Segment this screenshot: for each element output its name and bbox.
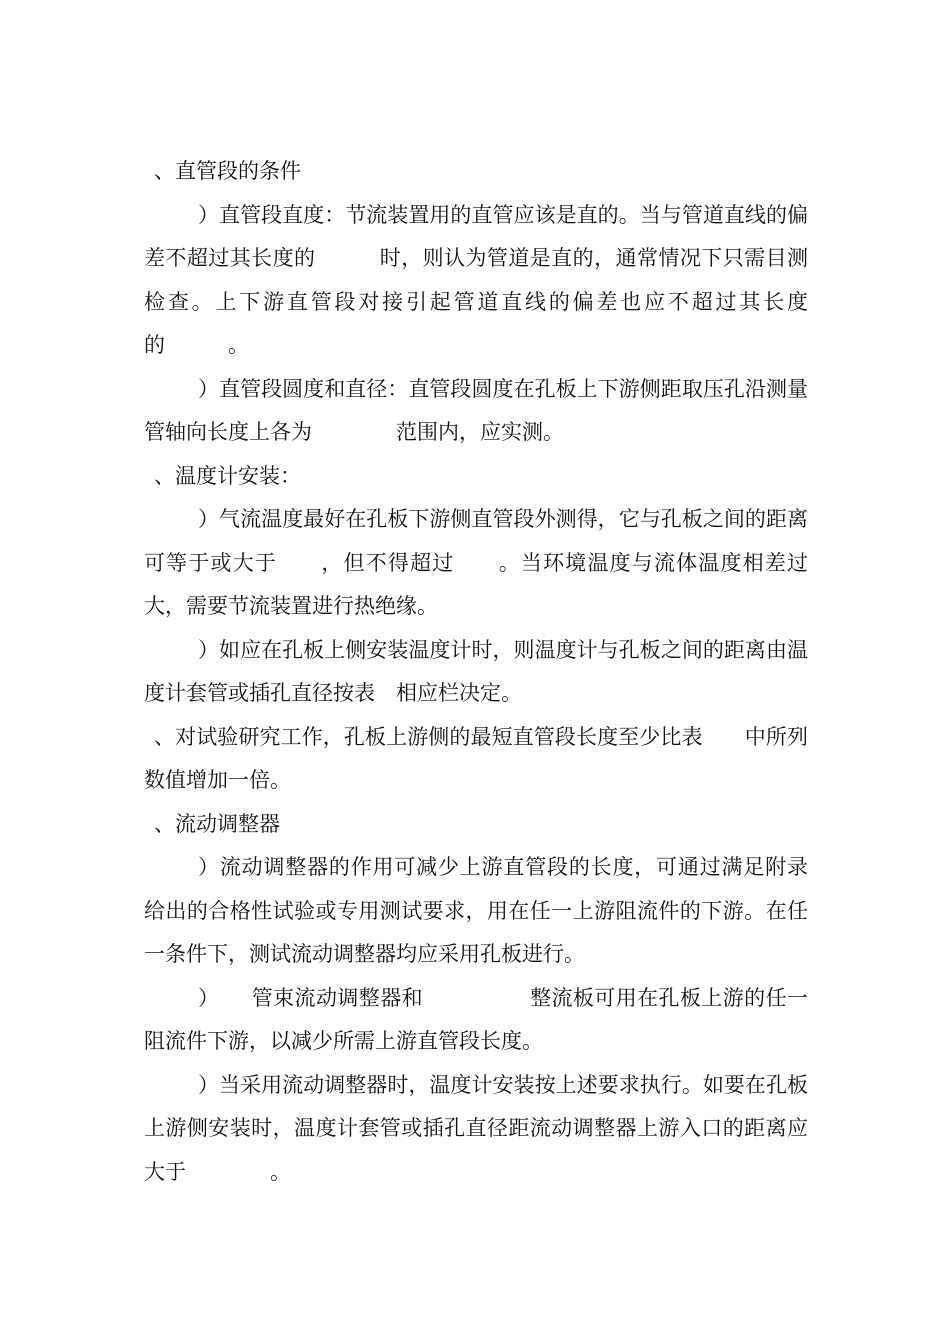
paragraph-conditioner-thermometer: ）当采用流动调整器时，温度计安装按上述要求执行。如要在孔板上游侧安装时，温度计套管或插孔直径距流动调整器上游入口的距离应大于 。: [144, 1072, 808, 1184]
section-heading-research-work: 、对试验研究工作，孔板上游侧的最短直管段长度至少比表 中所列数值增加一倍。: [144, 724, 808, 792]
document-body: [144, 150, 850, 1194]
section-heading-flow-conditioner: 、流动调整器: [154, 811, 280, 836]
section-heading-straight-pipe-conditions: 、直管段的条件: [154, 159, 301, 183]
paragraph-tube-bundle-conditioner: ） 管束流动调整器和 整流板可用在孔板上游的任一阻流件下游，以减少所需上游直管段长度。: [144, 985, 808, 1053]
paragraph-flow-conditioner-purpose: ）流动调整器的作用可减少上游直管段的长度，可通过满足附录 给出的合格性试验或专用测试要求，用在任一上游阻流件的下游。在任一条件下，测试流动调整器均应采用孔板进行。: [144, 855, 850, 966]
paragraph-pipe-straightness: ）直管段直度：节流装置用的直管应该是直的。当与管道直线的偏差不超过其长度的 时，则认为管道是直的，通常情况下只需目测检查。上下游直管段对接引起管道直线的偏差也应不超过其长度的 。: [144, 202, 808, 357]
paragraph-downstream-temperature: ）气流温度最好在孔板下游侧直管段外测得，它与孔板之间的距离可等于或大于 ，但不得超过 。当环境温度与流体温度相差过大，需要节流装置进行热绝缘。: [144, 507, 808, 618]
paragraph-upstream-thermometer: ）如应在孔板上侧安装温度计时，则温度计与孔板之间的距离由温度计套管或插孔直径按表 相应栏决定。: [144, 637, 808, 705]
section-heading-thermometer-installation: 、温度计安装：: [154, 463, 301, 488]
paragraph-pipe-roundness-diameter: ）直管段圆度和直径：直管段圆度在孔板上下游侧距取压孔沿测量管轴向长度上各为 范围内，应实测。: [144, 376, 808, 444]
